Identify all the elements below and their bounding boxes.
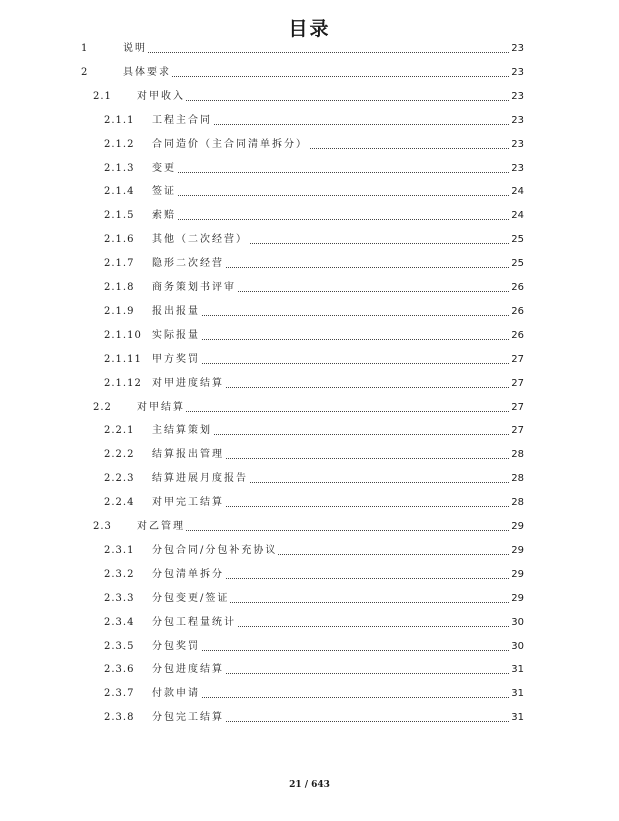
toc-entry-page: 26 — [510, 328, 524, 344]
toc-entry-label: 商务策划书评审 — [152, 280, 237, 296]
toc-entry-number: 2.1.12 — [104, 377, 142, 389]
toc-entry-page: 31 — [510, 686, 524, 702]
toc-leader-dots — [152, 315, 511, 316]
toc-entry-page: 31 — [510, 710, 524, 726]
toc-entry-page: 23 — [510, 137, 524, 153]
toc-entry-page: 23 — [510, 65, 524, 81]
toc-entry-page: 27 — [510, 352, 524, 368]
toc-entry-label: 合同造价（主合同清单拆分） — [152, 137, 309, 153]
toc-entry-number: 1 — [81, 43, 89, 54]
toc-entry-page: 31 — [510, 662, 524, 678]
toc-entry-page: 28 — [510, 471, 524, 487]
toc-entry[interactable] — [0, 376, 619, 392]
toc-entry-number: 2.1.6 — [104, 234, 135, 246]
toc-entry[interactable] — [0, 208, 619, 224]
toc-entry-label: 分包工程量统计 — [152, 615, 237, 631]
toc-leader-dots — [152, 195, 511, 196]
toc-entry-page: 24 — [510, 184, 524, 200]
toc-entry[interactable] — [0, 471, 619, 487]
toc-entry[interactable] — [0, 161, 619, 177]
toc-entry-number: 2.1.7 — [104, 258, 135, 270]
toc-leader-dots — [152, 363, 511, 364]
toc-entry-label: 报出报量 — [152, 304, 201, 320]
toc-entry-label: 实际报量 — [152, 328, 201, 344]
toc-entry[interactable] — [0, 447, 619, 463]
toc-leader-dots — [137, 411, 511, 412]
toc-entry[interactable] — [0, 686, 619, 702]
toc-entry[interactable] — [0, 352, 619, 368]
toc-entry-label: 结算进展月度报告 — [152, 471, 249, 487]
toc-entry-page: 23 — [510, 161, 524, 177]
toc-entry-number: 2.1.10 — [104, 329, 142, 341]
toc-entry[interactable] — [0, 89, 619, 105]
toc-leader-dots — [152, 339, 511, 340]
toc-entry-number: 2.1.8 — [104, 282, 135, 293]
toc-leader-dots — [137, 530, 511, 531]
toc-entry-label: 分包进度结算 — [152, 662, 225, 678]
toc-entry-label: 具体要求 — [123, 65, 172, 81]
toc-leader-dots — [152, 172, 511, 173]
toc-entry[interactable] — [0, 519, 619, 535]
toc-leader-dots — [152, 650, 511, 651]
toc-entry-page: 23 — [510, 89, 524, 105]
toc-entry[interactable] — [0, 423, 619, 439]
toc-entry[interactable] — [0, 591, 619, 607]
toc-entry[interactable] — [0, 137, 619, 153]
toc-entry-page: 25 — [510, 256, 524, 272]
toc-entry-number: 2.3.7 — [104, 688, 135, 700]
toc-entry-number: 2.3.3 — [104, 592, 135, 604]
toc-entry-label: 索赔 — [152, 208, 177, 224]
toc-entry[interactable] — [0, 65, 619, 81]
toc-entry-label: 对甲结算 — [137, 400, 186, 416]
toc-entry-number: 2.3.5 — [104, 640, 135, 652]
toc-entry-label: 主结算策划 — [152, 423, 213, 439]
toc-entry-page: 29 — [510, 591, 524, 607]
toc-entry-label: 结算报出管理 — [152, 447, 225, 463]
toc-entry-label: 甲方奖罚 — [152, 352, 201, 368]
toc-entry-page: 26 — [510, 304, 524, 320]
toc-entry[interactable] — [0, 256, 619, 272]
toc-entry[interactable] — [0, 567, 619, 583]
toc-entry-label: 对甲进度结算 — [152, 376, 225, 392]
toc-entry-page: 27 — [510, 423, 524, 439]
toc-entry-number: 2.2.3 — [104, 473, 135, 485]
toc-entry-page: 26 — [510, 280, 524, 296]
toc-entry-number: 2.3.1 — [104, 544, 135, 556]
toc-entry-label: 对甲收入 — [137, 89, 186, 105]
toc-entry-page: 24 — [510, 208, 524, 224]
toc-entry-page: 29 — [510, 543, 524, 559]
toc-entry-page: 29 — [510, 567, 524, 583]
toc-leader-dots — [137, 100, 511, 101]
toc-entry-label: 分包清单拆分 — [152, 567, 225, 583]
toc-entry-page: 23 — [510, 113, 524, 129]
toc-entry[interactable] — [0, 615, 619, 631]
toc-entry-label: 变更 — [152, 161, 177, 177]
toc-entry-number: 2.1.3 — [104, 162, 135, 174]
toc-entry-label: 分包合同/分包补充协议 — [152, 543, 278, 559]
toc-entry[interactable] — [0, 304, 619, 320]
toc-entry-page: 28 — [510, 495, 524, 511]
toc-entry-label: 签证 — [152, 184, 177, 200]
toc-entry-page: 27 — [510, 376, 524, 392]
toc-entry[interactable] — [0, 113, 619, 129]
toc-entry-label: 付款申请 — [152, 686, 201, 702]
toc-entry-number: 2.3.6 — [104, 664, 135, 676]
toc-entry-page: 30 — [510, 639, 524, 655]
toc-entry[interactable] — [0, 400, 619, 416]
toc-entry[interactable] — [0, 280, 619, 296]
toc-entry-number: 2.1.9 — [104, 305, 135, 317]
toc-entry-number: 2.1 — [93, 90, 112, 102]
toc-entry[interactable] — [0, 495, 619, 511]
toc-entry-page: 23 — [510, 41, 524, 57]
toc-leader-dots — [123, 52, 511, 53]
toc-entry[interactable] — [0, 328, 619, 344]
toc-entry[interactable] — [0, 543, 619, 559]
toc-entry[interactable] — [0, 232, 619, 248]
toc-entry-number: 2.2.4 — [104, 497, 135, 509]
toc-entry-label: 隐形二次经营 — [152, 256, 225, 272]
toc-entry-label: 说明 — [123, 41, 148, 57]
toc-entry[interactable] — [0, 184, 619, 200]
toc-entry-label: 分包奖罚 — [152, 639, 201, 655]
toc-entry[interactable] — [0, 41, 619, 57]
toc-entry-number: 2.3.2 — [104, 568, 135, 580]
page-number: 21 / 643 — [289, 780, 330, 790]
toc-entry-number: 2.2 — [93, 401, 112, 413]
toc-entry-label: 分包变更/签证 — [152, 591, 230, 607]
toc-entry-number: 2.2.1 — [104, 425, 135, 437]
toc-entry-page: 28 — [510, 447, 524, 463]
toc-leader-dots — [152, 697, 511, 698]
toc-entry-label: 工程主合同 — [152, 113, 213, 129]
toc-entry-number: 2.1.1 — [104, 114, 135, 126]
toc-entry-label: 对甲完工结算 — [152, 495, 225, 511]
toc-leader-dots — [152, 219, 511, 220]
toc-entry-number: 2.1.2 — [104, 138, 135, 150]
toc-entry-number: 2 — [81, 66, 89, 78]
toc-entry-number: 2.3.8 — [104, 712, 135, 724]
toc-entry-label: 分包完工结算 — [152, 710, 225, 726]
toc-entry-label: 对乙管理 — [137, 519, 186, 535]
toc-entry-number: 2.1.4 — [104, 186, 135, 198]
toc-entry-number: 2.3 — [93, 521, 112, 532]
toc-leader-dots — [123, 76, 511, 77]
toc-entry-number: 2.3.4 — [104, 616, 135, 628]
toc-entry-number: 2.1.11 — [104, 353, 142, 365]
toc-entry-number: 2.1.5 — [104, 210, 135, 222]
toc-entry[interactable] — [0, 639, 619, 655]
toc-entry-label: 其他（二次经营） — [152, 232, 249, 248]
toc-entry-page: 29 — [510, 519, 524, 535]
toc-entry-number: 2.2.2 — [104, 449, 135, 461]
toc-entry-page: 30 — [510, 615, 524, 631]
toc-entry[interactable] — [0, 710, 619, 726]
page-title: 目录 — [288, 18, 331, 40]
toc-entry-page: 25 — [510, 232, 524, 248]
toc-entry-page: 27 — [510, 400, 524, 416]
toc-entry[interactable] — [0, 662, 619, 678]
